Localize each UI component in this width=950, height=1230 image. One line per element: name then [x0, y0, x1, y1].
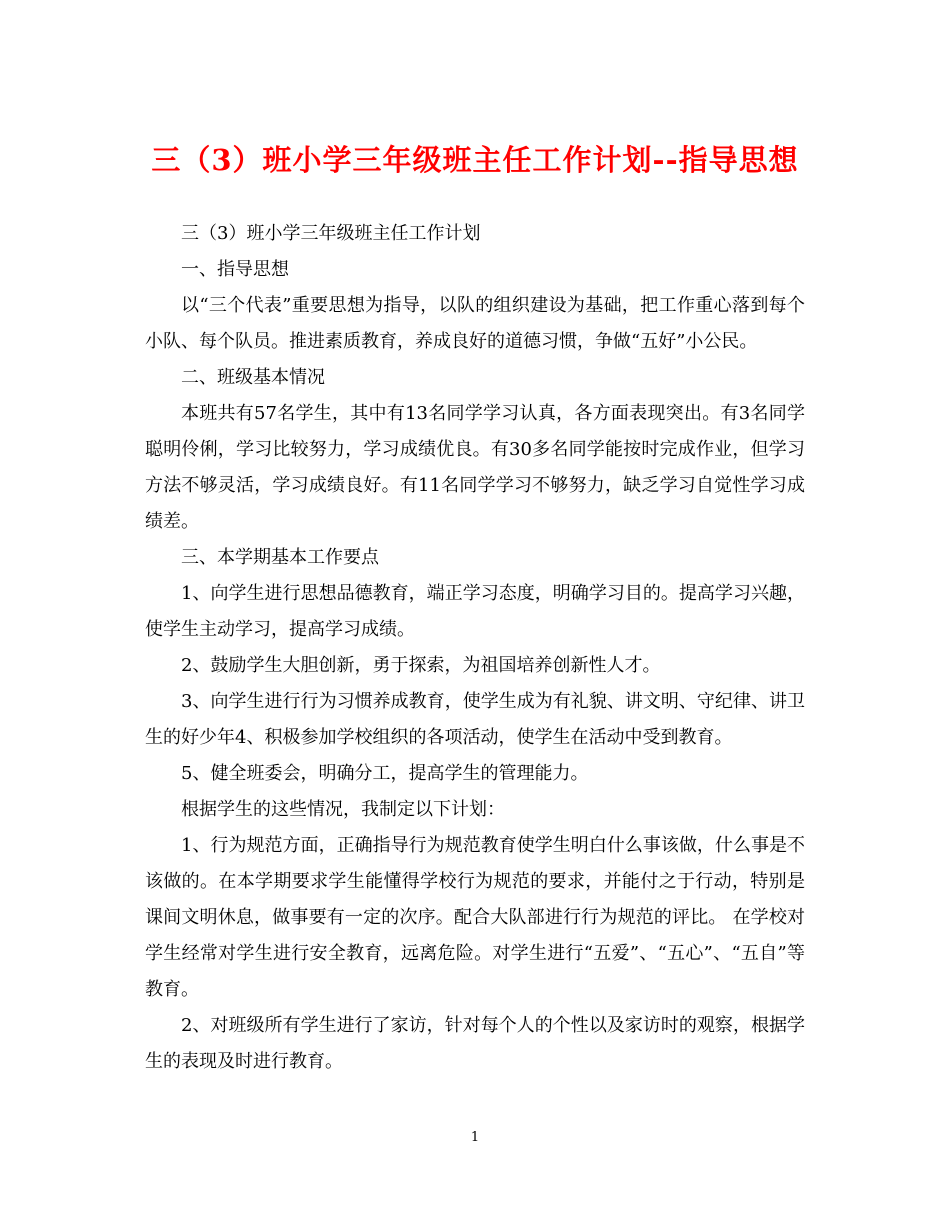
paragraph-point-1: 1、向学生进行思想品德教育，端正学习态度，明确学习目的。提高学习兴趣，使学生主动学习，提高学习成绩。	[145, 583, 805, 640]
page-number: 1	[470, 1130, 480, 1145]
section-heading-work-points: 三、本学期基本工作要点	[181, 547, 379, 568]
paragraph-plan-intro: 根据学生的这些情况，我制定以下计划：	[181, 799, 505, 820]
paragraph-plan-1: 1、行为规范方面，正确指导行为规范教育使学生明白什么事该做，什么事是不该做的。在本学期要求学生能懂得学校行为规范的要求，并能付之于行动，特别是课间文明休息，做事要有一定的次序。配合大队部进行行为规范的评比。 在学校对学生经常对学生进行安全教育，远离危险。对学生进行“五爱”、“五心”、“五自”等教育。	[145, 835, 805, 1000]
paragraph-plan-2: 2、对班级所有学生进行了家访，针对每个人的个性以及家访时的观察，根据学生的表现及时进行教育。	[145, 1015, 805, 1072]
document-title: 三（3）班小学三年级班主任工作计划--指导思想	[151, 143, 799, 177]
paragraph-point-2: 2、鼓励学生大胆创新，勇于探索，为祖国培养创新性人才。	[181, 655, 661, 676]
document-body	[145, 216, 805, 1080]
paragraph-heading: 三（3）班小学三年级班主任工作计划	[181, 223, 481, 244]
paragraph-point-3-4: 3、向学生进行行为习惯养成教育，使学生成为有礼貌、讲文明、守纪律、讲卫生的好少年4、积极参加学校组织的各项活动，使学生在活动中受到教育。	[145, 691, 805, 748]
section-heading-guiding-ideology: 一、指导思想	[181, 259, 289, 280]
paragraph-point-5: 5、健全班委会，明确分工，提高学生的管理能力。	[181, 763, 589, 784]
paragraph-class-situation: 本班共有57名学生，其中有13名同学学习认真，各方面表现突出。有3名同学聪明伶俐，学习比较努力，学习成绩优良。有30多名同学能按时完成作业，但学习方法不够灵活，学习成绩良好。有11名同学学习不够努力，缺乏学习自觉性学习成绩差。	[145, 403, 805, 532]
section-heading-class-situation: 二、班级基本情况	[181, 367, 325, 388]
paragraph-guiding-ideology: 以“三个代表”重要思想为指导，以队的组织建设为基础，把工作重心落到每个小队、每个队员。推进素质教育，养成良好的道德习惯，争做“五好”小公民。	[145, 295, 805, 352]
